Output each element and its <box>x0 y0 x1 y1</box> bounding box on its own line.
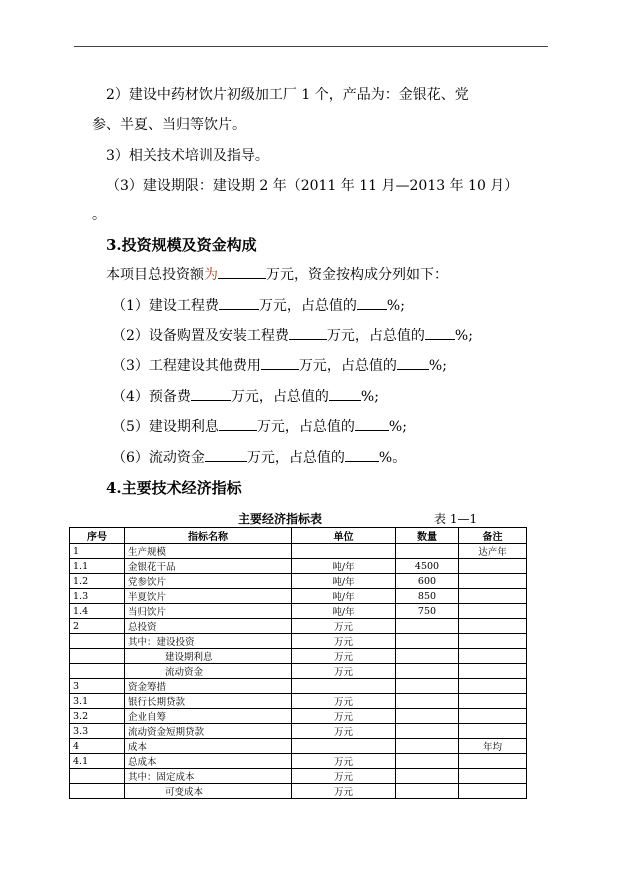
unit-cell: 吨/年 <box>292 604 396 619</box>
section-heading: 4.主要技术经济指标 <box>106 479 242 497</box>
row-number-cell: 3 <box>70 679 125 694</box>
table-row <box>70 664 527 679</box>
row-number-cell <box>70 649 125 664</box>
column-header: 备注 <box>459 528 527 544</box>
intro-text: 万元，资金按构成分列如下： <box>266 267 448 283</box>
column-header: 指标名称 <box>125 528 292 544</box>
intro-text: 本项目总投资额 <box>106 267 204 283</box>
table-row <box>70 739 527 754</box>
table-row <box>70 724 527 739</box>
indicator-name-cell: 企业自筹 <box>125 709 292 724</box>
unit-cell: 吨/年 <box>292 559 396 574</box>
quantity-cell <box>396 679 459 694</box>
quantity-cell <box>396 544 459 559</box>
unit-cell: 万元 <box>292 784 396 799</box>
row-number-cell: 1.3 <box>70 589 125 604</box>
unit-cell <box>292 739 396 754</box>
indicator-name-cell: 半夏饮片 <box>125 589 292 604</box>
table-row <box>70 769 527 784</box>
unit-cell: 万元 <box>292 694 396 709</box>
table-row <box>70 619 527 634</box>
cost-item <box>112 388 379 406</box>
text-line: 3）相关技术培训及指导。 <box>106 148 269 164</box>
unit-cell <box>292 544 396 559</box>
table-row <box>70 544 527 559</box>
indicator-name-cell: 金银花干品 <box>125 559 292 574</box>
table-header-row <box>70 528 527 544</box>
blank-field <box>219 297 259 310</box>
quantity-cell <box>396 694 459 709</box>
row-number-cell: 1.2 <box>70 574 125 589</box>
quantity-cell <box>396 739 459 754</box>
unit-cell: 万元 <box>292 769 396 784</box>
remark-cell <box>459 559 527 574</box>
blank-field <box>205 449 247 462</box>
indicator-name-cell: 可变成本 <box>125 784 292 799</box>
blank-field <box>261 357 299 370</box>
table-row <box>70 559 527 574</box>
text-line: （3）建设期限：建设期 2 年（2011 年 11 月—2013 年 10 月） <box>106 178 519 194</box>
indicator-name-cell: 党参饮片 <box>125 574 292 589</box>
table-row <box>70 649 527 664</box>
row-number-cell: 1 <box>70 544 125 559</box>
indicator-name-cell: 资金筹措 <box>125 679 292 694</box>
blank-field <box>355 418 389 431</box>
intro-red-text: 为 <box>204 267 218 283</box>
table-number: 表 1—1 <box>434 512 478 526</box>
column-header: 数量 <box>396 528 459 544</box>
quantity-cell: 850 <box>396 589 459 604</box>
item-label: 万元，占总值的 <box>258 298 357 314</box>
remark-cell: 达产年 <box>459 544 527 559</box>
row-number-cell: 4.1 <box>70 754 125 769</box>
indicator-name-cell: 银行长期贷款 <box>125 694 292 709</box>
economic-indicators-table <box>69 527 527 799</box>
item-label: （4）预备费 <box>112 389 191 405</box>
item-label: （6）流动资金 <box>112 450 205 466</box>
remark-cell <box>459 634 527 649</box>
row-number-cell: 4 <box>70 739 125 754</box>
unit-cell: 万元 <box>292 634 396 649</box>
blank-field <box>425 327 455 340</box>
remark-cell <box>459 709 527 724</box>
remark-cell <box>459 664 527 679</box>
quantity-cell: 600 <box>396 574 459 589</box>
table-row <box>70 709 527 724</box>
cost-item <box>112 357 447 375</box>
remark-cell <box>459 589 527 604</box>
table-row <box>70 694 527 709</box>
item-label: 万元，占总值的 <box>326 328 425 344</box>
unit-cell: 吨/年 <box>292 574 396 589</box>
remark-cell <box>459 754 527 769</box>
item-label: （5）建设期利息 <box>112 419 219 435</box>
row-number-cell <box>70 634 125 649</box>
row-number-cell: 1.1 <box>70 559 125 574</box>
quantity-cell <box>396 664 459 679</box>
table-row <box>70 574 527 589</box>
item-label: 万元，占总值的 <box>230 389 329 405</box>
row-number-cell: 1.4 <box>70 604 125 619</box>
item-label: 万元，占总值的 <box>246 450 345 466</box>
row-number-cell <box>70 664 125 679</box>
text-line: 2）建设中药材饮片初级加工厂 1 个，产品为：金银花、党 <box>106 87 469 103</box>
indicator-name-cell: 建设期利息 <box>125 649 292 664</box>
quantity-cell: 750 <box>396 604 459 619</box>
indicator-name-cell: 成本 <box>125 739 292 754</box>
remark-cell <box>459 619 527 634</box>
cost-item <box>112 297 405 315</box>
item-label: %; <box>388 419 407 435</box>
indicator-name-cell: 总投资 <box>125 619 292 634</box>
quantity-cell <box>396 709 459 724</box>
remark-cell <box>459 769 527 784</box>
text-line: 。 <box>92 207 106 223</box>
row-number-cell <box>70 784 125 799</box>
remark-cell <box>459 649 527 664</box>
quantity-cell <box>396 754 459 769</box>
blank-field <box>218 266 266 279</box>
remark-cell <box>459 784 527 799</box>
quantity-cell: 4500 <box>396 559 459 574</box>
indicator-name-cell: 其中：建设投资 <box>125 634 292 649</box>
remark-cell <box>459 694 527 709</box>
remark-cell: 年均 <box>459 739 527 754</box>
unit-cell: 万元 <box>292 709 396 724</box>
quantity-cell <box>396 619 459 634</box>
indicator-name-cell: 当归饮片 <box>125 604 292 619</box>
column-header: 序号 <box>70 528 125 544</box>
blank-field <box>289 327 327 340</box>
table-row <box>70 784 527 799</box>
table-title: 主要经济指标表 <box>238 512 323 526</box>
blank-field <box>357 297 387 310</box>
row-number-cell <box>70 769 125 784</box>
blank-field <box>219 418 257 431</box>
item-label: （2）设备购置及安装工程费 <box>112 328 289 344</box>
remark-cell <box>459 679 527 694</box>
indicator-name-cell: 流动资金短期贷款 <box>125 724 292 739</box>
remark-cell <box>459 724 527 739</box>
quantity-cell <box>396 649 459 664</box>
table-row <box>70 634 527 649</box>
remark-cell <box>459 574 527 589</box>
remark-cell <box>459 604 527 619</box>
row-number-cell: 3.2 <box>70 709 125 724</box>
unit-cell: 吨/年 <box>292 589 396 604</box>
unit-cell: 万元 <box>292 649 396 664</box>
item-label: 万元，占总值的 <box>298 358 397 374</box>
unit-cell <box>292 679 396 694</box>
indicator-name-cell: 其中：固定成本 <box>125 769 292 784</box>
quantity-cell <box>396 634 459 649</box>
header-rule <box>74 46 548 47</box>
blank-field <box>345 449 379 462</box>
cost-item <box>112 418 407 436</box>
indicator-name-cell: 生产规模 <box>125 544 292 559</box>
indicator-name-cell: 流动资金 <box>125 664 292 679</box>
quantity-cell <box>396 769 459 784</box>
item-label: （1）建设工程费 <box>112 298 219 314</box>
column-header: 单位 <box>292 528 396 544</box>
row-number-cell: 3.1 <box>70 694 125 709</box>
blank-field <box>191 388 231 401</box>
item-label: 万元，占总值的 <box>256 419 355 435</box>
unit-cell: 万元 <box>292 754 396 769</box>
item-label: %。 <box>378 450 407 466</box>
quantity-cell <box>396 724 459 739</box>
table-row <box>70 589 527 604</box>
indicator-name-cell: 总成本 <box>125 754 292 769</box>
unit-cell: 万元 <box>292 619 396 634</box>
item-label: %; <box>386 298 405 314</box>
section-heading: 3.投资规模及资金构成 <box>106 236 257 254</box>
blank-field <box>397 357 429 370</box>
item-label: （3）工程建设其他费用 <box>112 358 261 374</box>
blank-field <box>329 388 361 401</box>
item-label: %; <box>428 358 447 374</box>
table-row <box>70 754 527 769</box>
quantity-cell <box>396 784 459 799</box>
cost-item <box>112 449 406 467</box>
unit-cell: 万元 <box>292 664 396 679</box>
item-label: %; <box>454 328 473 344</box>
unit-cell: 万元 <box>292 724 396 739</box>
cost-item <box>112 327 473 345</box>
table-row <box>70 604 527 619</box>
investment-intro <box>106 266 448 284</box>
text-line: 参、半夏、当归等饮片。 <box>92 117 246 133</box>
row-number-cell: 3.3 <box>70 724 125 739</box>
row-number-cell: 2 <box>70 619 125 634</box>
item-label: %; <box>360 389 379 405</box>
table-row <box>70 679 527 694</box>
